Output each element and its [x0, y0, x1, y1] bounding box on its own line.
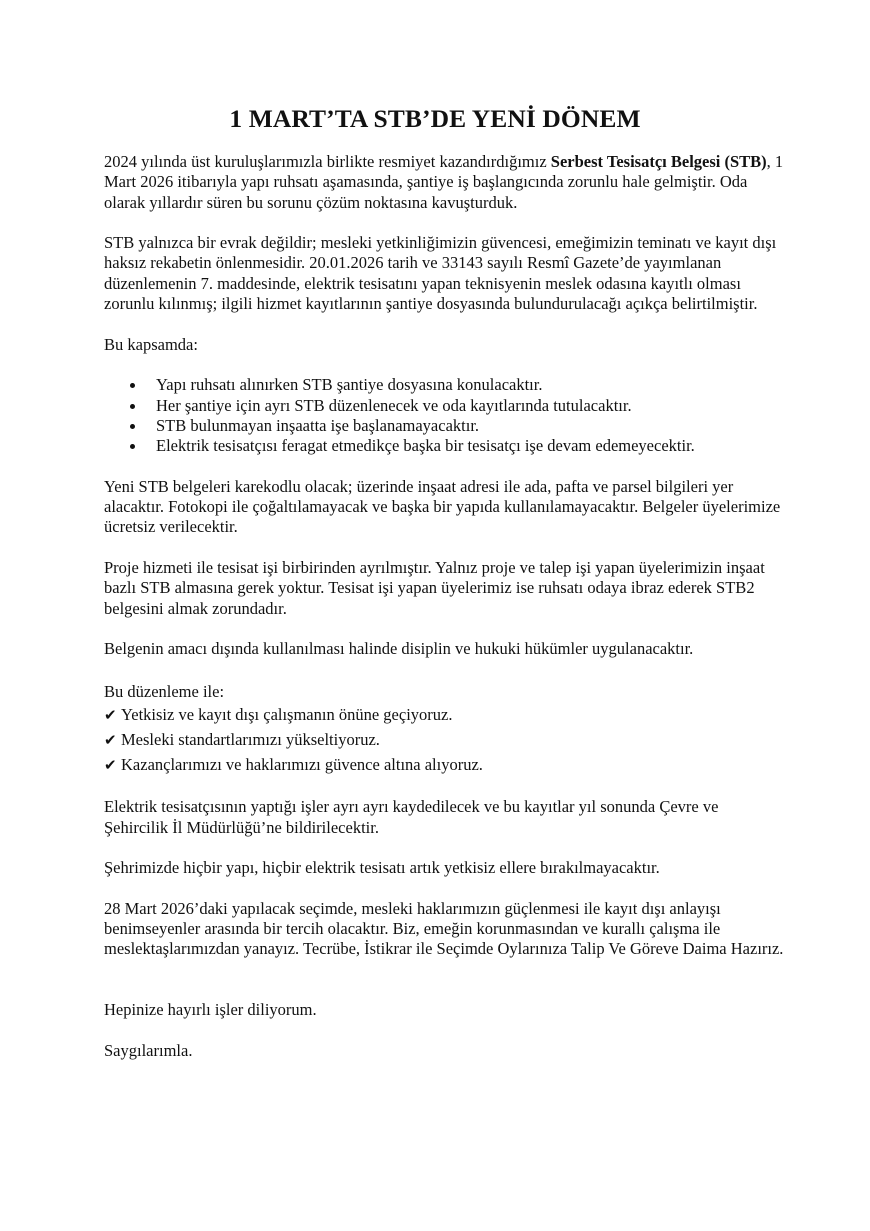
regulation-intro: Bu düzenleme ile: [104, 681, 225, 701]
regulation-intro-row [104, 680, 784, 704]
document-body [104, 152, 784, 1082]
list-item-text: Kazançlarımızı ve haklarımızı güvence altına alıyoruz. [121, 754, 483, 774]
intro-paragraph [104, 152, 784, 213]
checkmark-icon: ✔ [104, 730, 117, 749]
spacer [104, 980, 784, 1000]
intro-text-start: 2024 yılında üst kuruluşlarımızla birlikte resmiyet kazandırdığımız [104, 152, 551, 171]
document-title: 1 MART’TA STB’DE YENİ DÖNEM [229, 104, 641, 133]
list-item-text: Her şantiye için ayrı STB düzenlenecek ve oda kayıtlarında tutulacaktır. [156, 395, 632, 415]
sanctions-paragraph: Belgenin amacı dışında kullanılması halinde disiplin ve hukuki hükümler uygulanacaktır. [104, 639, 694, 659]
list-item-text: Yetkisiz ve kayıt dışı çalışmanın önüne geçiyoruz. [121, 705, 453, 725]
intro-text-end: , 1 Mart 2026 itibarıyla yapı ruhsatı aşamasında, şantiye iş başlangıcında zorunlu hale gelmiştir. Oda olarak yıllardır süren bu sorunu çözüm noktasına kavuşturduk. [104, 152, 784, 212]
list-item [104, 375, 784, 395]
scope-bullet-list [104, 375, 784, 456]
list-item [104, 416, 784, 436]
scope-intro: Bu kapsamda: [104, 334, 198, 354]
qr-document-paragraph: Yeni STB belgeleri karekodlu olacak; üzerinde inşaat adresi ile ada, pafta ve parsel bilgileri yer alacaktır. Fotokopi ile çoğaltılamayacak ve başka bir yapıda kullanılamayacaktır. Belgeler üyelerimize ücretsiz verilecektir. [104, 476, 781, 537]
election-paragraph: 28 Mart 2026’daki yapılacak seçimde, mesleki haklarımızın güçlenmesi ile kayıt dışı anlayışı benimseyenler arasında bir tercih olacaktır. Biz, emeğin korunmasından ve kurallı çalışma ile meslektaşlarımızdan yanayız. Tecrübe, İstikrar ile Seçimde Oylarınıza Talip Ve Göreve Daima Hazırız. [104, 898, 784, 959]
city-paragraph: Şehrimizde hiçbir yapı, hiçbir elektrik tesisatı artık yetkisiz ellere bırakılmayacaktır. [104, 858, 660, 878]
checkmark-icon: ✔ [104, 755, 117, 774]
list-item [104, 436, 784, 456]
list-item-text: Elektrik tesisatçısı feragat etmedikçe başka bir tesisatçı işe devam edemeyecektir. [156, 436, 695, 456]
closing-regards: Saygılarımla. [104, 1040, 193, 1060]
list-item [104, 703, 784, 728]
list-item-text: Mesleki standartlarımızı yükseltiyoruz. [121, 729, 380, 749]
list-item [104, 728, 784, 753]
stb-description-paragraph: STB yalnızca bir evrak değildir; mesleki yetkinliğimizin güvencesi, emeğimizin teminatı ve kayıt dışı haksız rekabetin önlenmesidir. 20.01.2026 tarih ve 33143 sayılı Resmî Gazete’de yayımlanan düzenlemenin 7. maddesinde, elektrik tesisatını yapan teknisyenin meslek odasına kayıtlı olması zorunlu kılınmış; ilgili hizmet kayıtlarının şantiye dosyasında bulundurulacağı açıkça belirtilmiştir. [104, 233, 777, 314]
regulation-check-list [104, 680, 784, 777]
list-item-text: STB bulunmayan inşaatta işe başlanamayacaktır. [156, 415, 480, 435]
bullet-icon [130, 404, 135, 409]
bullet-icon [130, 444, 135, 449]
closing-wish: Hepinize hayırlı işler diliyorum. [104, 1000, 317, 1020]
list-item [104, 753, 784, 778]
list-item [104, 396, 784, 416]
bullet-icon [130, 383, 135, 388]
checkmark-icon: ✔ [104, 706, 117, 725]
intro-bold-term: Serbest Tesisatçı Belgesi (STB) [550, 152, 767, 171]
records-paragraph: Elektrik tesisatçısının yaptığı işler ayrı ayrı kaydedilecek ve bu kayıtlar yıl sonunda Çevre ve Şehircilik İl Müdürlüğü’ne bildirilecektir. [104, 797, 719, 837]
project-separation-paragraph: Proje hizmeti ile tesisat işi birbirinden ayrılmıştır. Yalnız proje ve talep işi yapan üyelerimizin inşaat bazlı STB almasına gerek yoktur. Tesisat işi yapan üyelerimiz ise ruhsatı odaya ibraz ederek STB2 belgesini almak zorundadır. [104, 557, 765, 618]
list-item-text: Yapı ruhsatı alınırken STB şantiye dosyasına konulacaktır. [156, 375, 543, 395]
bullet-icon [130, 424, 135, 429]
